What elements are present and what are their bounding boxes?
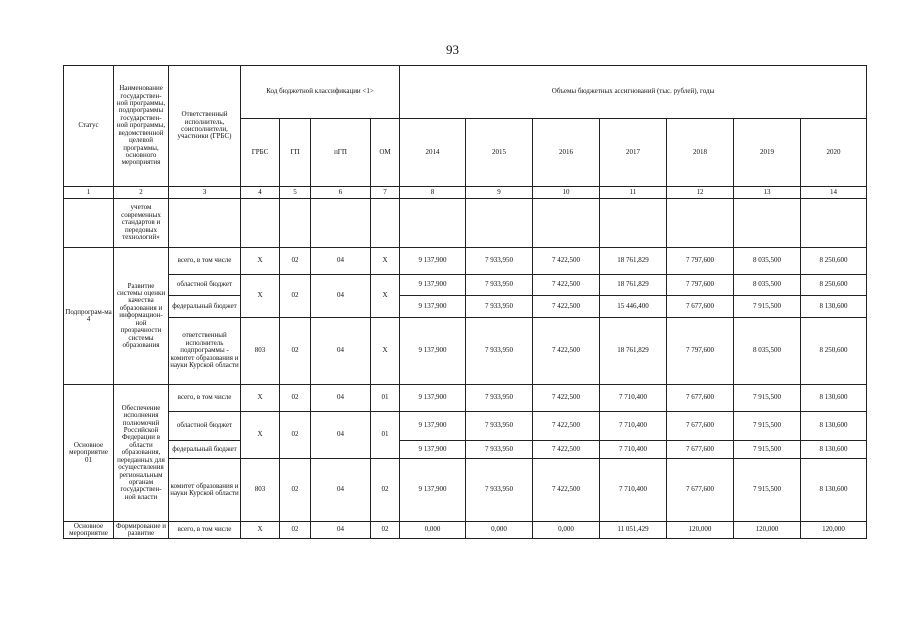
col-number: 7 [371, 187, 400, 199]
col-number: 5 [280, 187, 311, 199]
col-number: 11 [600, 187, 667, 199]
col-number: 14 [801, 187, 867, 199]
responsible-cell: комитет образования и науки Курской области [169, 459, 241, 522]
value-cell: 7 422,500 [533, 248, 600, 275]
col-number: 10 [533, 187, 600, 199]
col-number: 6 [311, 187, 371, 199]
gp-cell: 02 [280, 275, 311, 318]
om-cell: 02 [371, 459, 400, 522]
responsible-cell: федеральный бюджет [169, 296, 241, 318]
gp-cell: 02 [280, 459, 311, 522]
header-year: 2017 [600, 119, 667, 187]
pgp-cell: 04 [311, 248, 371, 275]
value-cell: 9 137,900 [400, 248, 466, 275]
header-code-grbs: ГРБС [241, 119, 280, 187]
value-cell: 9 137,900 [400, 459, 466, 522]
om-cell: 02 [371, 522, 400, 539]
gp-cell: 02 [280, 522, 311, 539]
responsible-cell: областной бюджет [169, 412, 241, 441]
responsible-cell: ответственный исполнитель подпрограммы - комитет образования и науки Курской области [169, 318, 241, 385]
header-year: 2015 [466, 119, 533, 187]
value-cell: 7 677,600 [667, 412, 734, 441]
om-cell: 01 [371, 385, 400, 412]
value-cell: 7 422,500 [533, 296, 600, 318]
value-cell: 9 137,900 [400, 385, 466, 412]
table-row [64, 318, 867, 385]
continuation-status [64, 199, 114, 248]
value-cell: 0,000 [533, 522, 600, 539]
value-cell: 7 710,400 [600, 385, 667, 412]
program-name-cell: Формирование и развитие [114, 522, 169, 539]
header-responsible: Ответственный исполнитель, соисполнители, участники (ГРБС) [169, 66, 241, 187]
value-cell: 7 915,500 [734, 385, 801, 412]
value-cell: 7 422,500 [533, 412, 600, 441]
value-cell: 7 710,400 [600, 441, 667, 459]
value-cell: 7 933,950 [466, 248, 533, 275]
value-cell: 18 761,829 [600, 275, 667, 296]
gp-cell: 02 [280, 248, 311, 275]
program-name-cell: Развитие системы оценки качества образования и информацион-ной прозрачности системы образования [114, 248, 169, 385]
pgp-cell: 04 [311, 412, 371, 459]
value-cell: 9 137,900 [400, 296, 466, 318]
col-number: 13 [734, 187, 801, 199]
table-row [64, 385, 867, 412]
header-year: 2014 [400, 119, 466, 187]
table-row [64, 441, 867, 459]
header-classification: Код бюджетной классификации <1> [241, 66, 400, 119]
pgp-cell: 04 [311, 522, 371, 539]
value-cell: 9 137,900 [400, 275, 466, 296]
col-number: 9 [466, 187, 533, 199]
value-cell: 7 933,950 [466, 441, 533, 459]
value-cell: 120,000 [801, 522, 867, 539]
value-cell: 8 035,500 [734, 275, 801, 296]
value-cell: 7 422,500 [533, 459, 600, 522]
om-cell: Х [371, 275, 400, 318]
value-cell: 7 797,600 [667, 275, 734, 296]
value-cell: 7 933,950 [466, 459, 533, 522]
header-volumes: Объемы бюджетных ассигнований (тыс. рублей), годы [400, 66, 867, 119]
om-cell: Х [371, 318, 400, 385]
budget-table [63, 65, 867, 539]
value-cell: 8 250,600 [801, 275, 867, 296]
gp-cell: 02 [280, 412, 311, 459]
col-number: 4 [241, 187, 280, 199]
value-cell: 7 677,600 [667, 441, 734, 459]
value-cell: 0,000 [400, 522, 466, 539]
value-cell: 18 761,829 [600, 318, 667, 385]
value-cell: 8 130,600 [801, 441, 867, 459]
grbs-cell: 803 [241, 459, 280, 522]
value-cell: 7 677,600 [667, 296, 734, 318]
gp-cell: 02 [280, 385, 311, 412]
table-row [64, 275, 867, 296]
value-cell: 7 933,950 [466, 385, 533, 412]
value-cell: 8 250,600 [801, 318, 867, 385]
value-cell: 7 915,500 [734, 412, 801, 441]
status-cell: Основное мероприятие [64, 522, 114, 539]
value-cell: 8 035,500 [734, 318, 801, 385]
value-cell: 7 677,600 [667, 385, 734, 412]
table-row [64, 248, 867, 275]
value-cell: 9 137,900 [400, 412, 466, 441]
table-row [64, 296, 867, 318]
gp-cell: 02 [280, 318, 311, 385]
header-year: 2018 [667, 119, 734, 187]
col-number: 1 [64, 187, 114, 199]
column-number-row [64, 187, 867, 199]
value-cell: 7 422,500 [533, 318, 600, 385]
header-year: 2019 [734, 119, 801, 187]
value-cell: 8 130,600 [801, 459, 867, 522]
header-code-om: ОМ [371, 119, 400, 187]
om-cell: Х [371, 248, 400, 275]
table-row [64, 522, 867, 539]
value-cell: 7 422,500 [533, 275, 600, 296]
col-number: 3 [169, 187, 241, 199]
value-cell: 7 933,950 [466, 296, 533, 318]
header-row-1 [64, 66, 867, 119]
value-cell: 7 915,500 [734, 296, 801, 318]
table-row [64, 412, 867, 441]
page-number: 93 [446, 42, 459, 57]
value-cell: 7 933,950 [466, 275, 533, 296]
value-cell: 7 422,500 [533, 385, 600, 412]
header-name: Наименование государствен-ной программы, подпрограммы государствен-ной программы, ведомственной целевой программы, основного мероприятия [114, 66, 169, 187]
grbs-cell: Х [241, 248, 280, 275]
value-cell: 18 761,829 [600, 248, 667, 275]
value-cell: 9 137,900 [400, 441, 466, 459]
responsible-cell: всего, в том числе [169, 248, 241, 275]
value-cell: 7 797,600 [667, 248, 734, 275]
om-cell: 01 [371, 412, 400, 459]
value-cell: 7 797,600 [667, 318, 734, 385]
value-cell: 7 422,500 [533, 441, 600, 459]
value-cell: 8 130,600 [801, 412, 867, 441]
program-name-cell: Обеспечение исполнения полномочий Российской Федерации в области образования, переданных для осуществления региональным органам государствен-ной власти [114, 385, 169, 522]
col-number: 12 [667, 187, 734, 199]
header-status: Статус [64, 66, 114, 187]
value-cell: 7 677,600 [667, 459, 734, 522]
value-cell: 9 137,900 [400, 318, 466, 385]
value-cell: 11 051,429 [600, 522, 667, 539]
grbs-cell: Х [241, 412, 280, 459]
value-cell: 7 933,950 [466, 412, 533, 441]
value-cell: 8 035,500 [734, 248, 801, 275]
grbs-cell: 803 [241, 318, 280, 385]
grbs-cell: Х [241, 275, 280, 318]
value-cell: 120,000 [667, 522, 734, 539]
header-year: 2016 [533, 119, 600, 187]
budget-table-wrapper [63, 65, 867, 539]
continuation-name: учетом современных стандартов и передовых технологий» [114, 199, 169, 248]
grbs-cell: Х [241, 522, 280, 539]
responsible-cell: областной бюджет [169, 275, 241, 296]
table-row [64, 459, 867, 522]
value-cell: 7 710,400 [600, 459, 667, 522]
pgp-cell: 04 [311, 459, 371, 522]
value-cell: 7 933,950 [466, 318, 533, 385]
col-number: 8 [400, 187, 466, 199]
continuation-row [64, 199, 867, 248]
status-cell: Подпрограм-ма 4 [64, 248, 114, 385]
grbs-cell: Х [241, 385, 280, 412]
status-cell: Основное мероприятие 01 [64, 385, 114, 522]
value-cell: 15 446,400 [600, 296, 667, 318]
responsible-cell: всего, в том числе [169, 522, 241, 539]
value-cell: 8 130,600 [801, 385, 867, 412]
col-number: 2 [114, 187, 169, 199]
value-cell: 7 915,500 [734, 441, 801, 459]
header-code-pgp: пГП [311, 119, 371, 187]
header-year: 2020 [801, 119, 867, 187]
responsible-cell: всего, в том числе [169, 385, 241, 412]
value-cell: 120,000 [734, 522, 801, 539]
pgp-cell: 04 [311, 385, 371, 412]
pgp-cell: 04 [311, 318, 371, 385]
pgp-cell: 04 [311, 275, 371, 318]
value-cell: 0,000 [466, 522, 533, 539]
value-cell: 8 250,600 [801, 248, 867, 275]
value-cell: 8 130,600 [801, 296, 867, 318]
responsible-cell: федеральный бюджет [169, 441, 241, 459]
value-cell: 7 915,500 [734, 459, 801, 522]
header-code-gp: ГП [280, 119, 311, 187]
value-cell: 7 710,400 [600, 412, 667, 441]
